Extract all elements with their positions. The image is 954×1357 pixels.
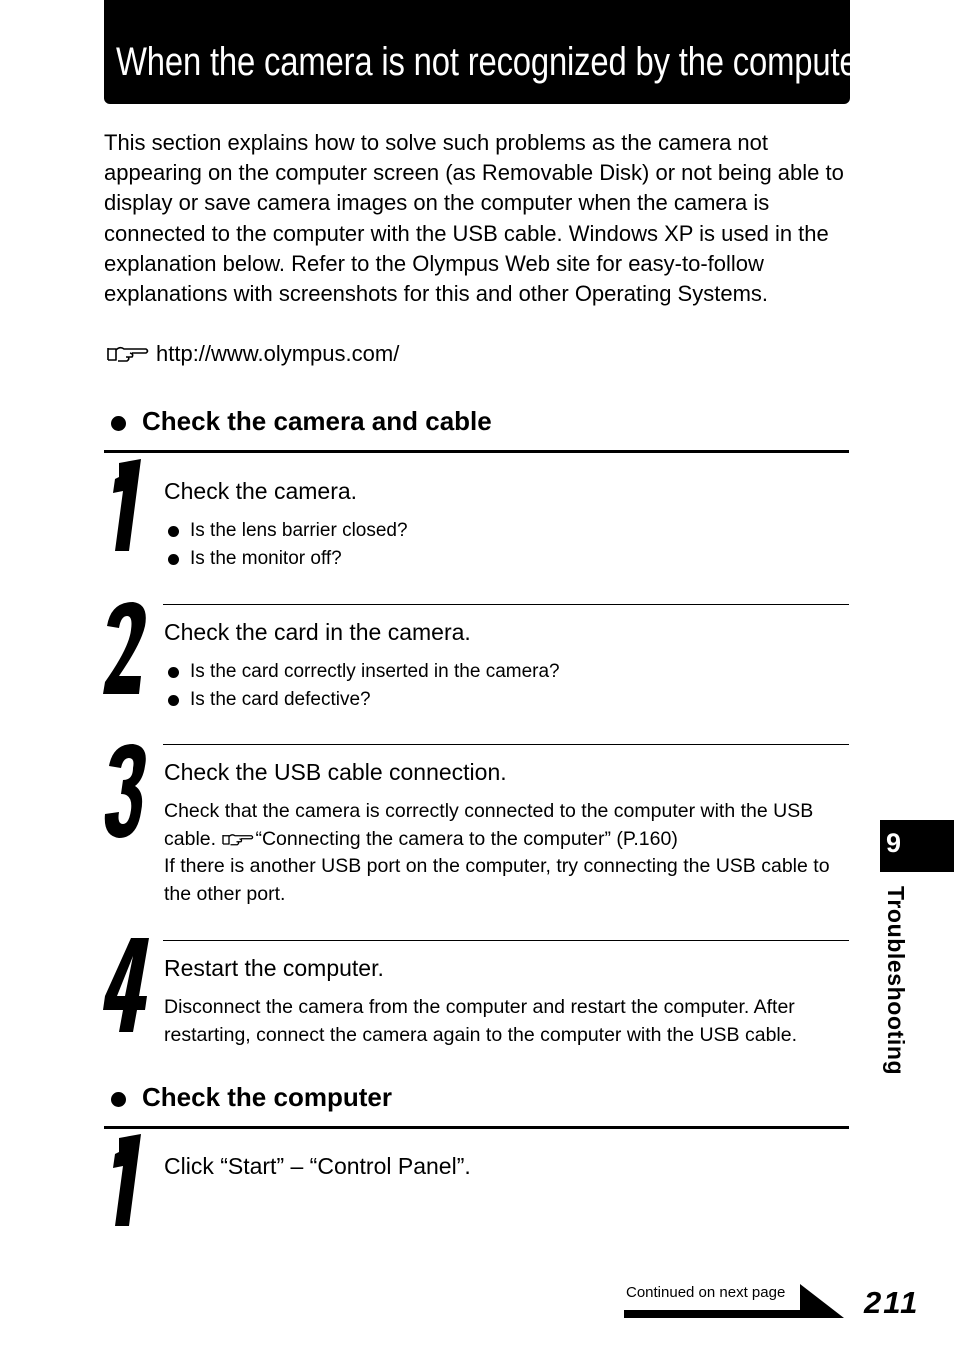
section-heading-computer bbox=[104, 1078, 849, 1129]
bullet-dot-icon bbox=[111, 416, 126, 431]
step-body bbox=[164, 798, 854, 908]
step-bullet-list bbox=[168, 658, 560, 714]
step-title: Click “Start” – “Control Panel”. bbox=[164, 1153, 471, 1179]
section-heading-label: Check the computer bbox=[142, 1082, 392, 1112]
list-item: Is the card correctly inserted in the camera? bbox=[168, 658, 560, 686]
step-title: Check the USB cable connection. bbox=[164, 759, 507, 785]
step-body-text: If there is another USB port on the computer, try connecting the USB cable to the other port. bbox=[164, 855, 830, 905]
step-body: Disconnect the camera from the computer and restart the computer. After restarting, connect the camera again to the computer with the USB cable. bbox=[164, 996, 798, 1046]
step-title: Check the card in the camera. bbox=[164, 619, 471, 645]
step-number-4 bbox=[103, 934, 161, 1034]
page-reference-link[interactable]: “Connecting the camera to the computer” (P.160) bbox=[255, 827, 678, 850]
step-number-1 bbox=[103, 455, 161, 555]
section-heading-camera-cable bbox=[104, 402, 849, 453]
pointing-hand-icon bbox=[221, 829, 255, 847]
section-heading-label: Check the camera and cable bbox=[142, 406, 492, 436]
chapter-label-text: Troubleshooting bbox=[883, 886, 909, 1076]
page-title: When the camera is not recognized by the computer bbox=[116, 40, 869, 84]
step-title: Restart the computer. bbox=[164, 955, 384, 981]
step-divider bbox=[163, 744, 849, 745]
page-title-bar bbox=[104, 0, 869, 104]
step-divider bbox=[163, 604, 849, 605]
list-item: Is the monitor off? bbox=[168, 545, 408, 573]
step-divider bbox=[163, 940, 849, 941]
page-number: 211 bbox=[864, 1285, 920, 1320]
step-number-1 bbox=[103, 1130, 161, 1230]
reference-link-line bbox=[106, 339, 399, 369]
list-item: Is the card defective? bbox=[168, 686, 560, 714]
step-body-text: Check that the camera is correctly connected to the computer with the USB cable. bbox=[164, 800, 814, 850]
step-number-2 bbox=[103, 598, 161, 698]
step-title: Check the camera. bbox=[164, 478, 358, 504]
olympus-url-link[interactable]: http://www.olympus.com/ bbox=[156, 341, 400, 366]
chapter-number: 9 bbox=[886, 828, 902, 858]
list-item: Is the lens barrier closed? bbox=[168, 517, 408, 545]
bullet-dot-icon bbox=[111, 1092, 126, 1107]
chapter-tab bbox=[880, 820, 954, 872]
chapter-label bbox=[881, 886, 911, 1096]
continued-on-next-page: Continued on next page bbox=[626, 1284, 786, 1301]
intro-paragraph: This section explains how to solve such problems as the camera not appearing on the computer screen (as Removable Disk) or not being able to display or save camera images on the computer when the camera is connected to the computer with the USB cable. Windows XP is used in the explanation below. Refer to the Olympus Web site for easy-to-follow explanations with screenshots for this and other Operating Systems. bbox=[104, 130, 844, 307]
step-bullet-list bbox=[168, 517, 408, 573]
pointing-hand-icon bbox=[106, 340, 150, 364]
step-number-3 bbox=[103, 740, 161, 840]
